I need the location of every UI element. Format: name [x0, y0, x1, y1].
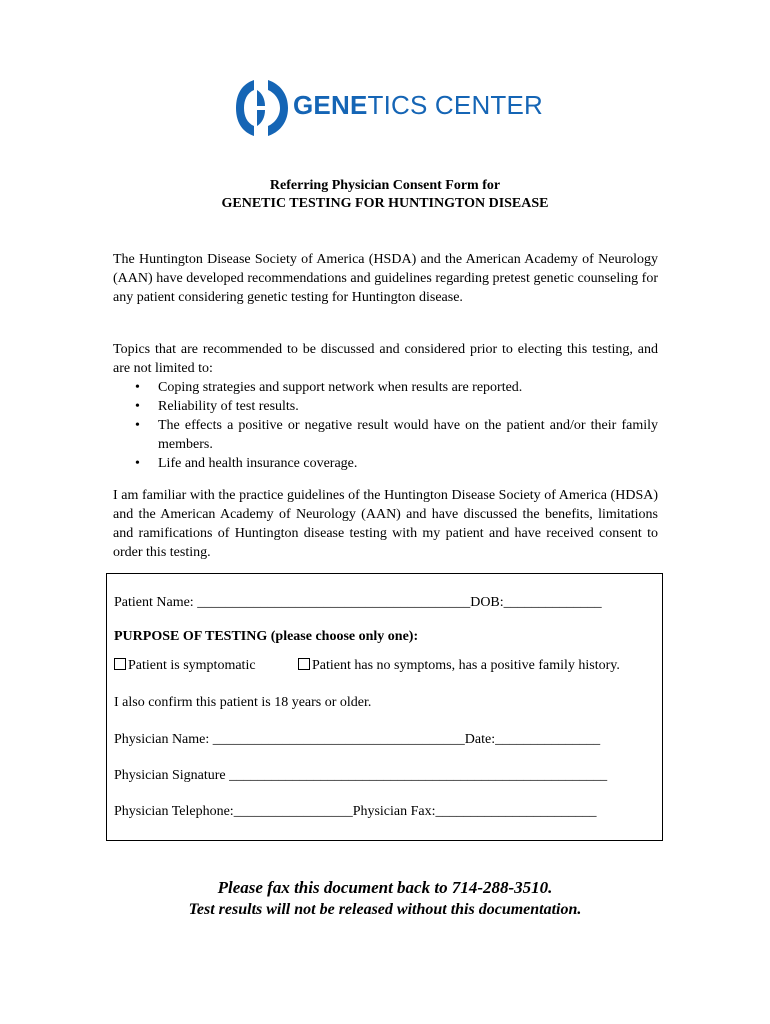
attestation-paragraph: I am familiar with the practice guidelines of the Huntington Disease Society of America (HDSA) and the American Academy of Neurology (AAN) and have discussed the benefits, limitations and ramifications of Huntington disease testing with my patient and have received consent to order this testing.: [113, 488, 658, 560]
date-field[interactable]: _______________: [495, 732, 601, 747]
form-title-line2: GENETIC TESTING FOR HUNTINGTON DISEASE: [221, 196, 549, 211]
symptomatic-checkbox[interactable]: [114, 658, 126, 670]
physician-name-label: Physician Name:: [114, 732, 210, 747]
option-no-symptoms-label: Patient has no symptoms, has a positive family history.: [312, 658, 620, 673]
option-no-symptoms[interactable]: [298, 658, 620, 674]
physician-telephone-label: Physician Telephone:: [114, 804, 234, 819]
option-symptomatic[interactable]: [114, 658, 256, 674]
logo-text-bold: GENE: [293, 90, 368, 120]
logo-text-regular: TICS CENTER: [367, 90, 544, 120]
patient-name-label: Patient Name:: [114, 595, 194, 610]
form-title-line1: Referring Physician Consent Form for: [269, 178, 501, 193]
genetics-center-logo-icon: [234, 76, 290, 140]
option-symptomatic-label: Patient is symptomatic: [128, 658, 256, 673]
physician-signature-label: Physician Signature: [114, 768, 226, 783]
physician-name-field[interactable]: ____________________________________: [212, 732, 465, 747]
logo-wordmark: [293, 90, 543, 120]
consent-form-box: [106, 573, 663, 841]
results-warning: Test results will not be released without this documentation.: [188, 901, 582, 918]
topics-section: [113, 340, 658, 473]
patient-name-field[interactable]: _______________________________________: [197, 595, 471, 610]
physician-fax-label: Physician Fax:: [352, 804, 436, 819]
physician-name-row: [114, 732, 600, 748]
physician-signature-row: [114, 768, 607, 784]
intro-paragraph: The Huntington Disease Society of America (HSDA) and the American Academy of Neurology (AAN) have developed recommendations and guidelines regarding pretest genetic counseling for any patient considering genetic testing for Huntington disease.: [113, 252, 658, 305]
no-symptoms-checkbox[interactable]: [298, 658, 310, 670]
dob-label: DOB:: [470, 595, 504, 610]
topic-item: • Coping strategies and support network when results are reported.: [113, 378, 658, 397]
genetics-center-logo: [234, 76, 544, 140]
topics-lead: Topics that are recommended to be discussed and considered prior to electing this testing, and are not limited to:: [113, 342, 658, 376]
dob-field[interactable]: ______________: [503, 595, 602, 610]
age-confirmation: I also confirm this patient is 18 years or older.: [114, 695, 372, 710]
patient-row: [114, 595, 602, 611]
physician-telephone-field[interactable]: _________________: [233, 804, 353, 819]
fax-instruction: Please fax this document back to 714-288-3510.: [217, 878, 553, 897]
date-label: Date:: [464, 732, 496, 747]
topic-item: • Life and health insurance coverage.: [113, 454, 658, 473]
purpose-heading: PURPOSE OF TESTING (please choose only one):: [114, 629, 419, 644]
physician-contact-row: [114, 804, 597, 820]
physician-signature-field[interactable]: ______________________________________________________: [229, 768, 608, 783]
physician-fax-field[interactable]: _______________________: [435, 804, 597, 819]
topics-list: [113, 378, 658, 473]
topic-item: • Reliability of test results.: [113, 397, 658, 416]
topic-item: • The effects a positive or negative result would have on the patient and/or their family members.: [113, 416, 658, 454]
